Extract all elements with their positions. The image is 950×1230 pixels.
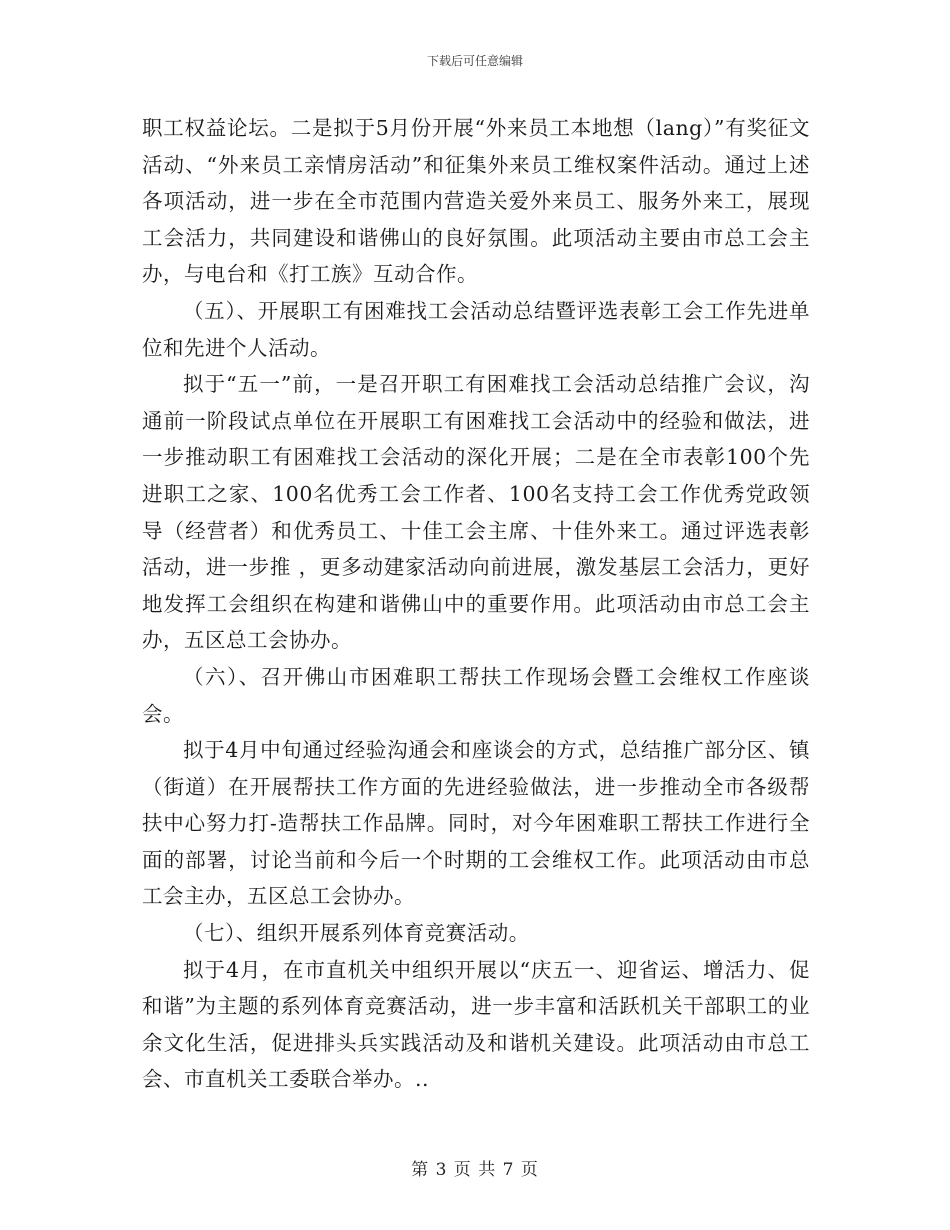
paragraph-2: 拟于“五一”前，一是召开职工有困难找工会活动总结推广会议，沟通前一阶段试点单位在开展职工有困难找工会活动中的经验和做法，进一步推动职工有困难找工会活动的深化开展；二是在全市表彰100个先进职工之家、100名优秀工会工作者、100名支持工会工作优秀党政领导（经营者）和优秀员工、十佳工会主席、十佳外来工。通过评选表彰活动，进一步推 ，更多动建家活动向前进展，激发基层工会活力，更好地发挥工会组织在构建和谐佛山中的重要作用。此项活动由市总工会主办，五区总工会协办。 (142, 372, 810, 653)
paragraph-3: 拟于4月中旬通过经验沟通会和座谈会的方式，总结推广部分区、镇（街道）在开展帮扶工作方面的先进经验做法，进一步推动全市各级帮扶中心努力打-造帮扶工作品牌。同时，对今年困难职工帮扶工作进行全面的部署，讨论当前和今后一个时期的工会维权工作。此项活动由市总工会主办，五区总工会协办。 (142, 738, 810, 909)
document-body (142, 110, 810, 1098)
paragraph-1: 职工权益论坛。二是拟于5月份开展“外来员工本地想（lang）”有奖征文活动、“外来员工亲情房活动”和征集外来员工维权案件活动。通过上述各项活动，进一步在全市范围内营造关爱外来员工、服务外来工，展现工会活力，共同建设和谐佛山的良好氛围。此项活动主要由市总工会主办，与电台和《打工族》互动合作。 (142, 116, 810, 287)
page-header-note: 下载后可任意编辑 (426, 54, 523, 68)
section-heading-7: （七）、组织开展系列体育竞赛活动。 (183, 921, 530, 946)
page-number: 第 3 页 共 7 页 (411, 1160, 539, 1180)
section-heading-6: （六）、召开佛山市困难职工帮扶工作现场会暨工会维权工作座谈会。 (142, 664, 810, 726)
section-heading-5: （五）、开展职工有困难找工会活动总结暨评选表彰工会工作先进单位和先进个人活动。 (142, 298, 810, 360)
paragraph-4: 拟于4月，在市直机关中组织开展以“庆五一、迎省运、增活力、促和谐”为主题的系列体育竞赛活动，进一步丰富和活跃机关干部职工的业余文化生活，促进排头兵实践活动及和谐机关建设。此项活动由市总工会、市直机关工委联合举办。.. (142, 957, 810, 1092)
